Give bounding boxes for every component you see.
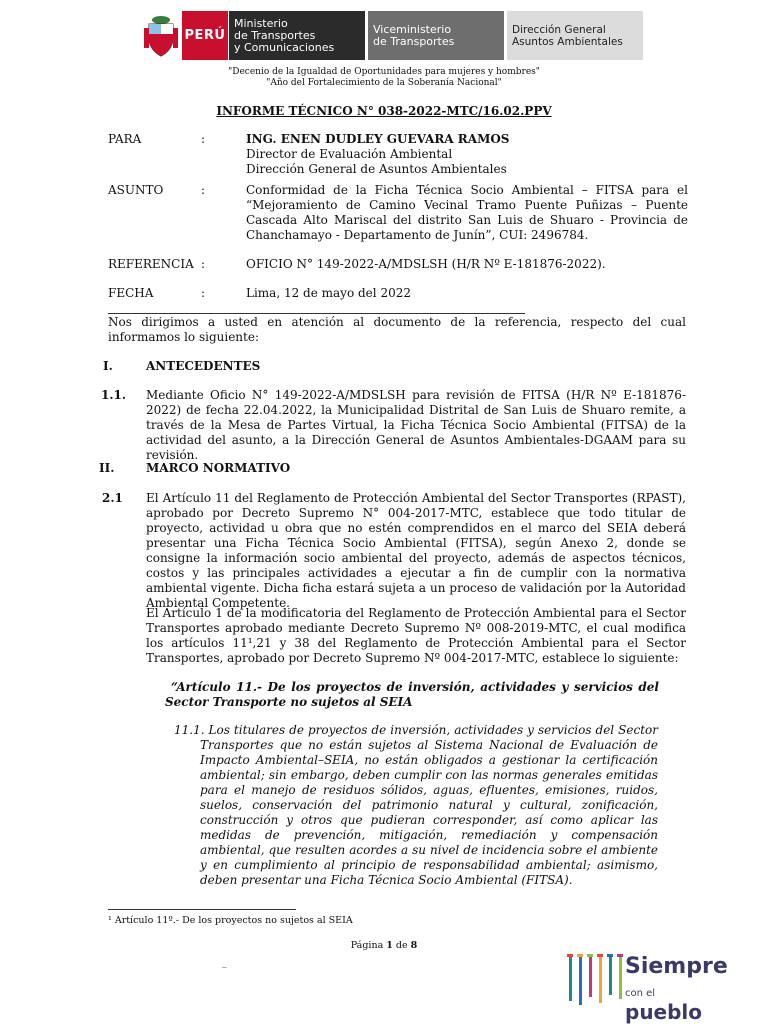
intro-paragraph: Nos dirigimos a usted en atención al documento de la referencia, respecto del cual informamos lo siguiente: (108, 315, 686, 344)
coat-of-arms-icon (140, 11, 182, 60)
quote-paragraph: 11.1. Los titulares de proyectos de inversión, actividades y servicios del Sector Transportes que no están sujetos al Sistema Nacional de Evaluación de Impacto Ambiental–SEIA, no están obligados a gestionar la certificación ambiental; sin embargo, deben cumplir con las normas generales emitidas para el manejo de residuos sólidos, aguas, efluentes, emisiones, ruidos, suelos, conservación del patrimonio natural y cultural, zonificación, construcción y otros que pudieran corresponder, así como aplicar las medidas de prevención, mitigación, remediación y compensación ambiental, que resulten acordes a su nivel de incidencia sobre el ambiente y en cumplimiento al principio de responsabilidad ambiental; asimismo, deben presentar una Ficha Técnica Socio Ambiental (FITSA). (174, 723, 658, 887)
page-of: de (395, 940, 408, 951)
report-title-text: INFORME TÉCNICO N° 038-2022-MTC/16.02.PPV (216, 104, 552, 118)
marco-paragraph: El Artículo 11 del Reglamento de Protección Ambiental del Sector Transportes (RPAST), aprobado por Decreto Supremo N° 004-2017-MTC, establece que todo titular de proyecto, actividad u obra que no estén comprendidos en el marco del SEIA deberá presentar una Ficha Técnica Socio Ambiental (FITSA), según Anexo 2, donde se consigne la información socio ambiental del proyecto, además de aspectos técnicos, costos y las principales actividades a ejecutar a fin de cumplir con la normativa ambiental vigente. Dicha ficha estará sujeta a un proceso de validación por la Autoridad Ambiental Competente. (146, 491, 686, 610)
anio-line: "Año del Fortalecimiento de la Soberanía Nacional" (266, 78, 502, 88)
direction-line: Asuntos Ambientales (512, 35, 623, 48)
para-label: PARA (108, 132, 142, 146)
ministry-line: y Comunicaciones (234, 40, 335, 54)
para-value (246, 132, 688, 177)
colon: : (201, 132, 206, 146)
logo-siempre: Siempre (625, 954, 728, 979)
direction-line: Dirección General (512, 23, 606, 36)
fecha-value: Lima, 12 de mayo del 2022 (246, 286, 411, 300)
logo-con-el: con el (625, 988, 656, 999)
ribbons-icon (565, 950, 627, 1010)
antecedentes-paragraph: Mediante Oficio N° 149-2022-A/MDSLSH para revisión de FITSA (H/R Nº E-181876-2022) de fecha 22.04.2022, la Municipalidad Distrital de San Luis de Shuaro remite, a través de la Mesa de Partes Virtual, la Ficha Técnica Socio Ambiental (FITSA) de la actividad del asunto, a la Dirección General de Asuntos Ambientales-DGAAM para su revisión. (146, 388, 686, 462)
colon: : (201, 183, 206, 197)
referencia-value: OFICIO N° 149-2022-A/MDSLSH (H/R Nº E-181876-2022). (246, 257, 606, 271)
viceministry-line: Viceministerio (373, 22, 452, 36)
decenio-line: "Decenio de la Igualdad de Oportunidades para mujeres y hombres" (228, 67, 540, 77)
quote-title: “Artículo 11.- De los proyectos de inversión, actividades y servicios del Sector Transporte no sujetos al SEIA (165, 680, 659, 709)
report-title (0, 104, 768, 118)
section-title: MARCO NORMATIVO (146, 461, 291, 475)
addressee-title: Director de Evaluación Ambiental (246, 147, 453, 161)
fecha-label: FECHA (108, 286, 154, 300)
page-total: 8 (410, 940, 418, 951)
page-current: 1 (386, 940, 393, 951)
divider (108, 313, 525, 314)
page-label: Página (350, 940, 384, 951)
section-title: ANTECEDENTES (146, 359, 261, 373)
direction-box (507, 11, 643, 60)
paragraph-number: 2.1 (102, 491, 123, 505)
referencia-label: REFERENCIA (108, 257, 194, 271)
ministry-box (229, 11, 365, 60)
addressee-name: ING. ENEN DUDLEY GUEVARA RAMOS (246, 132, 510, 146)
footnote-divider (108, 909, 296, 910)
ministry-line: Ministerio (234, 16, 288, 30)
section-number: I. (103, 359, 113, 373)
header-logos (140, 11, 643, 60)
footnote: ¹ Artículo 11º.- De los proyectos no sujetos al SEIA (108, 915, 353, 926)
peru-badge: PERÚ (182, 11, 228, 60)
section-number: II. (99, 461, 115, 475)
asunto-value: Conformidad de la Ficha Técnica Socio Ambiental – FITSA para el “Mejoramiento de Camino Vecinal Tramo Puente Puñizas – Puente Cascada Alto Mariscal del distrito San Luis de Shuaro - Provincia de Chanchamayo - Departamento de Junín”, CUI: 2496784. (246, 183, 688, 242)
colon: : (201, 286, 206, 300)
asunto-label: ASUNTO (108, 183, 164, 197)
logo-line2 (625, 981, 735, 1024)
colon: : (201, 257, 206, 271)
modificatoria-paragraph: El Artículo 1 de la modificatoria del Reglamento de Protección Ambiental para el Sector Transportes aprobado mediante Decreto Supremo Nº 008-2019-MTC, el cual modifica los artículos 11¹,21 y 38 del Reglamento de Protección Ambiental para el Sector Transportes, aprobado por Decreto Supremo Nº 004-2017-MTC, establece lo siguiente: (146, 606, 686, 665)
dash-mark: _ (222, 958, 227, 968)
viceministry-box (368, 11, 504, 60)
viceministry-line: de Transportes (373, 34, 455, 48)
siempre-con-el-pueblo-logo (565, 950, 735, 1024)
logo-pueblo: pueblo (625, 1000, 703, 1024)
decenio-text (0, 67, 768, 89)
paragraph-number: 1.1. (101, 388, 127, 402)
addressee-office: Dirección General de Asuntos Ambientales (246, 162, 507, 176)
ministry-line: de Transportes (234, 28, 316, 42)
